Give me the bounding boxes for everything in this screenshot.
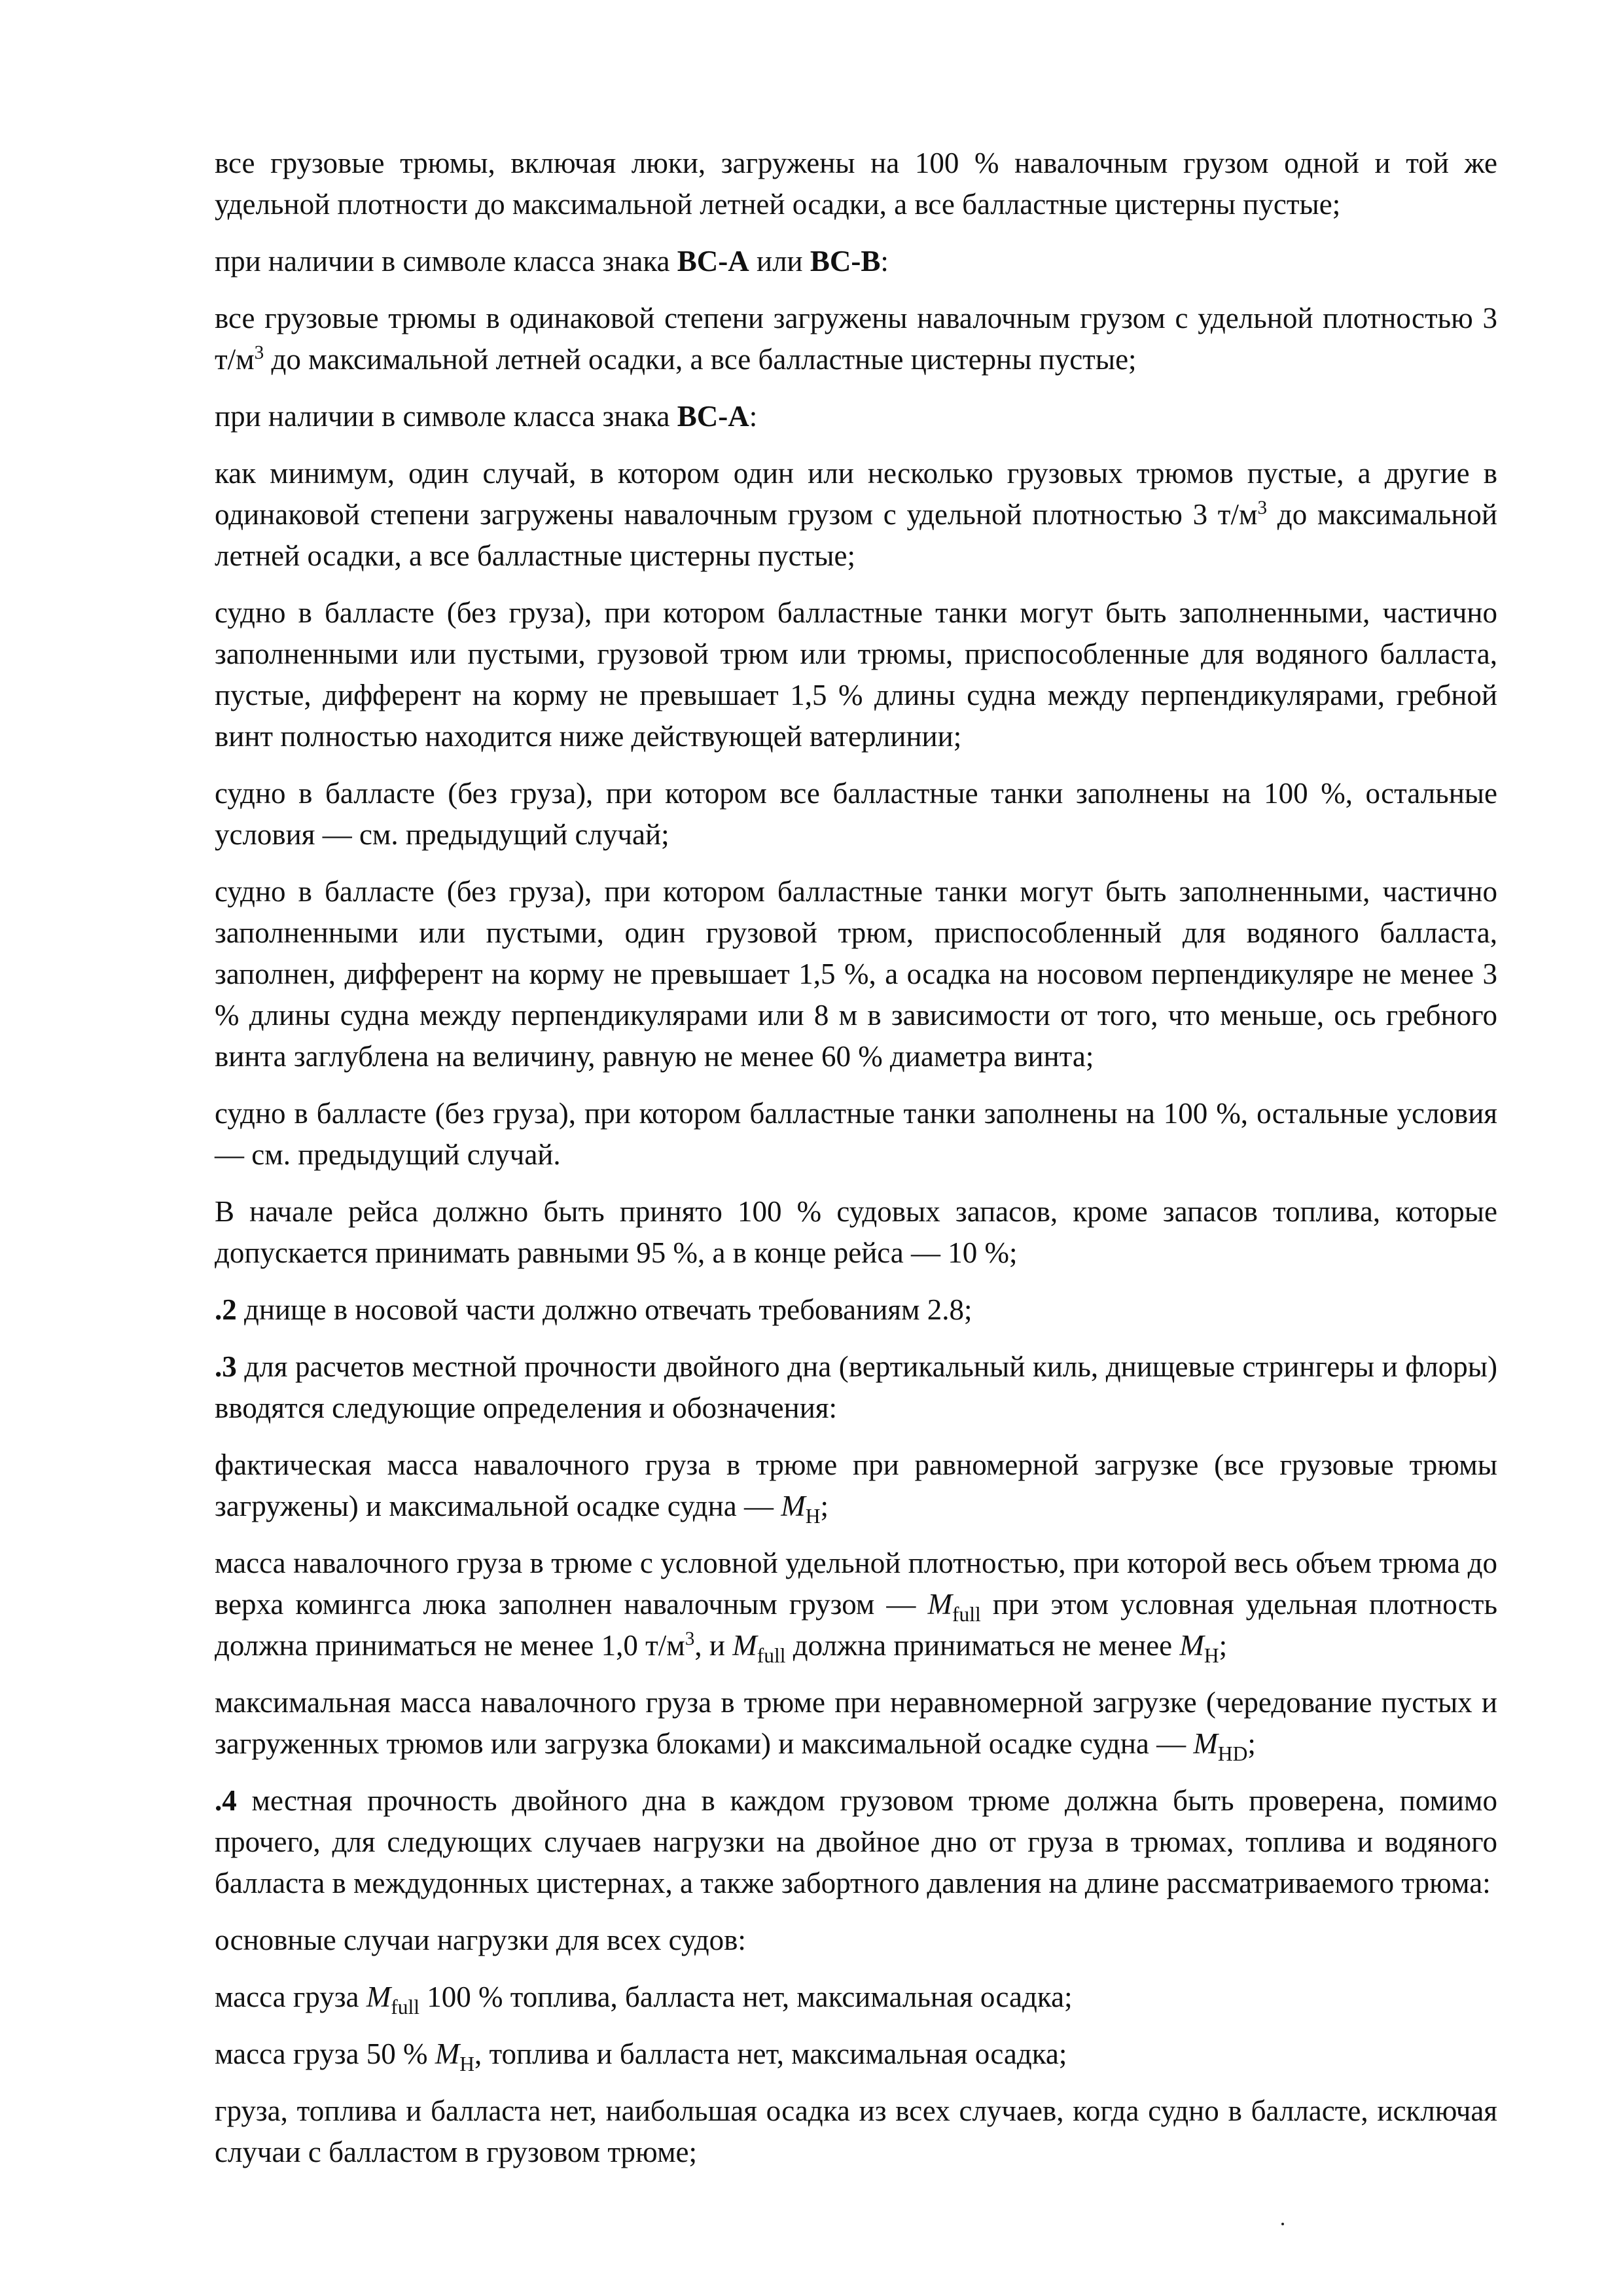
- bold-label: BC-B: [810, 245, 881, 278]
- math-symbol: M: [781, 1490, 806, 1522]
- paragraph: [215, 1682, 1497, 1765]
- paragraph: [215, 298, 1497, 380]
- text-run: :: [749, 400, 758, 433]
- math-symbol: M: [732, 1629, 757, 1662]
- paragraph: [215, 1191, 1497, 1274]
- text-run: должна приниматься не менее: [785, 1629, 1180, 1662]
- text-run: до максимальной летней осадки, а все балластные цистерны пустые;: [215, 498, 1498, 572]
- paragraph: [215, 773, 1497, 855]
- paragraph: [215, 1543, 1497, 1666]
- subscript: full: [952, 1603, 981, 1626]
- math-symbol: M: [366, 1981, 391, 2013]
- bold-label: BC-A: [677, 245, 749, 278]
- math-symbol: M: [1193, 1727, 1218, 1760]
- text-run: как минимум, один случай, в котором один или несколько грузовых трюмов пустые, а другие в одинаковой степени загружены навалочным грузом с удельной плотностью 3 т/м: [215, 457, 1497, 531]
- text-run: судно в балласте (без груза), при котором балластные танки могут быть заполненными, частично заполненными или пустыми, грузовой трюм или трюмы, приспособленные для водяного балласта, пустые, дифферент на корму не превышает 1,5 % длины судна между перпендикулярами, гребной винт полностью находится ниже действующей ватерлинии;: [215, 596, 1497, 753]
- paragraph: [215, 2034, 1497, 2075]
- text-run: груза, топлива и балласта нет, наибольшая осадка из всех случаев, когда судно в балласте, исключая случаи с балластом в грузовом трюме;: [215, 2094, 1497, 2168]
- paragraph: [215, 1289, 1497, 1331]
- subscript: HD: [1217, 1742, 1248, 1766]
- text-run: местная прочность двойного дна в каждом грузовом трюме должна быть проверена, помимо прочего, для следующих случаев нагрузки на двойное дно от груза в трюмах, топлива и водяного балласта в междудонных цистернах, а также забортного давления на длине рассматриваемого трюма:: [215, 1784, 1497, 1899]
- text-run: В начале рейса должно быть принято 100 % судовых запасов, кроме запасов топлива, которые допускается принимать равными 95 %, а в конце рейса — 10 %;: [215, 1195, 1497, 1269]
- text-run: масса груза: [215, 1981, 366, 2013]
- text-run: максимальная масса навалочного груза в трюме при неравномерной загрузке (чередование пустых и загруженных трюмов или загрузка блоками) и максимальной осадке судна —: [215, 1686, 1497, 1760]
- subscript: H: [805, 1505, 821, 1528]
- text-run: основные случаи нагрузки для всех судов:: [215, 1924, 746, 1956]
- paragraph: [215, 241, 1497, 282]
- superscript: 3: [1257, 497, 1268, 518]
- text-run: судно в балласте (без груза), при котором балластные танки заполнены на 100 %, остальные условия — см. предыдущий случай.: [215, 1097, 1497, 1171]
- subscript: full: [757, 1644, 786, 1668]
- text-run: масса груза 50 %: [215, 2037, 435, 2070]
- math-symbol: M: [435, 2037, 460, 2070]
- text-run: для расчетов местной прочности двойного дна (вертикальный киль, днищевые стрингеры и флоры) вводятся следующие определения и обозначения:: [215, 1350, 1497, 1424]
- paragraph: [215, 396, 1497, 437]
- text-run: , и: [694, 1629, 733, 1662]
- paragraph: [215, 1920, 1497, 1961]
- text-run: судно в балласте (без груза), при котором балластные танки могут быть заполненными, частично заполненными или пустыми, один грузовой трюм, приспособленный для водяного балласта, заполнен, дифферент на корму не превышает 1,5 %, а осадка на носовом перпендикуляре не менее 3 % длины судна между перпендикулярами или 8 м в зависимости от того, что меньше, ось гребного винта заглублена на величину, равную не менее 60 % диаметра винта;: [215, 875, 1497, 1073]
- superscript: 3: [685, 1628, 695, 1649]
- scan-speck: [1281, 2223, 1284, 2225]
- text-run: или: [749, 245, 810, 278]
- text-run: 100 % топлива, балласта нет, максимальная осадка;: [419, 1981, 1073, 2013]
- subscript: full: [391, 1996, 419, 2019]
- bold-label: .4: [215, 1784, 237, 1817]
- paragraph: [215, 453, 1497, 577]
- text-run: все грузовые трюмы в одинаковой степени загружены навалочным грузом с удельной плотностью 3 т/м: [215, 302, 1497, 376]
- bold-label: .3: [215, 1350, 237, 1383]
- math-symbol: M: [927, 1588, 952, 1621]
- text-run: ;: [820, 1490, 829, 1522]
- text-run: судно в балласте (без груза), при котором все балластные танки заполнены на 100 %, остальные условия — см. предыдущий случай;: [215, 777, 1497, 851]
- paragraph: [215, 1093, 1497, 1175]
- text-run: :: [880, 245, 889, 278]
- superscript: 3: [254, 342, 264, 363]
- paragraph: [215, 1346, 1497, 1429]
- text-run: при этом условная удельная плотность должна приниматься не менее 1,0 т/м: [215, 1588, 1497, 1662]
- text-run: ;: [1247, 1727, 1256, 1760]
- subscript: H: [459, 2053, 474, 2076]
- paragraph: [215, 871, 1497, 1077]
- bold-label: BC-A: [677, 400, 749, 433]
- text-run: все грузовые трюмы, включая люки, загружены на 100 % навалочным грузом одной и той же удельной плотности до максимальной летней осадки, а все балластные цистерны пустые;: [215, 147, 1497, 221]
- text-run: при наличии в символе класса знака: [215, 245, 677, 278]
- document-body: [215, 143, 1497, 2189]
- text-run: днище в носовой части должно отвечать требованиям 2.8;: [236, 1293, 972, 1326]
- paragraph: [215, 592, 1497, 757]
- paragraph: [215, 1444, 1497, 1527]
- bold-label: .2: [215, 1293, 237, 1326]
- text-run: масса навалочного груза в трюме с условной удельной плотностью, при которой весь объем трюма до верха комингса люка заполнен навалочным грузом —: [215, 1547, 1497, 1621]
- paragraph: [215, 1780, 1497, 1904]
- text-run: до максимальной летней осадки, а все балластные цистерны пустые;: [264, 343, 1137, 376]
- math-symbol: M: [1179, 1629, 1204, 1662]
- subscript: H: [1204, 1644, 1219, 1668]
- paragraph: [215, 2090, 1497, 2173]
- text-run: , топлива и балласта нет, максимальная осадка;: [474, 2037, 1067, 2070]
- text-run: фактическая масса навалочного груза в трюме при равномерной загрузке (все грузовые трюмы загружены) и максимальной осадке судна —: [215, 1448, 1497, 1522]
- text-run: ;: [1219, 1629, 1228, 1662]
- paragraph: [215, 1977, 1497, 2018]
- text-run: при наличии в символе класса знака: [215, 400, 677, 433]
- paragraph: [215, 143, 1497, 225]
